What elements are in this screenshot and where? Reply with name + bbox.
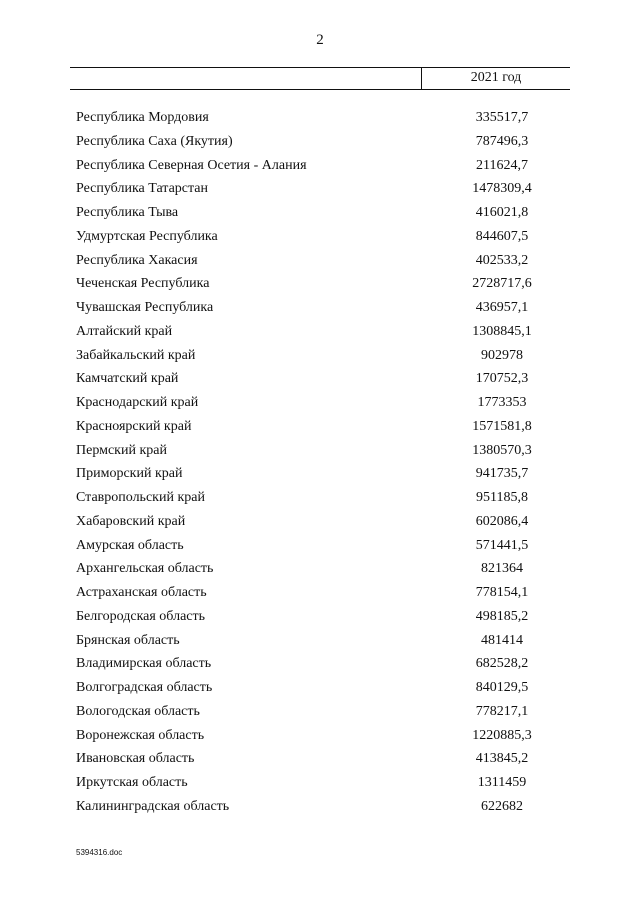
region-value: 481414 [481, 632, 523, 648]
table-row [76, 154, 556, 178]
region-value: 1478309,4 [472, 181, 532, 197]
region-name: Ивановская область [76, 751, 195, 767]
table-row [76, 676, 556, 700]
table-row [76, 249, 556, 273]
region-name: Чеченская Республика [76, 276, 210, 292]
table-row [76, 344, 556, 368]
table-row [76, 130, 556, 154]
table-row [76, 272, 556, 296]
region-name: Архангельская область [76, 561, 214, 577]
region-name: Камчатский край [76, 371, 179, 387]
region-value: 2728717,6 [472, 276, 532, 292]
region-value: 413845,2 [475, 751, 529, 767]
region-value: 622682 [481, 798, 523, 814]
region-value: 1308845,1 [472, 323, 532, 339]
header-rule-bottom [70, 89, 570, 90]
region-name: Волгоградская область [76, 680, 213, 695]
table-row [76, 795, 556, 819]
table-row [76, 581, 556, 605]
region-value: 1380570,3 [472, 442, 532, 458]
region-name: Владимирская область [76, 656, 212, 672]
region-value: 941735,7 [475, 466, 529, 482]
region-value: 436957,1 [475, 300, 529, 315]
region-name: Удмуртская Республика [76, 228, 218, 244]
region-value: 682528,2 [475, 656, 529, 672]
region-name: Пермский край [76, 442, 167, 458]
table-row [76, 320, 556, 344]
region-name: Республика Хакасия [76, 252, 198, 268]
region-value: 416021,8 [475, 205, 529, 220]
region-value: 1773353 [477, 395, 527, 410]
region-value: 498185,2 [475, 608, 529, 624]
region-value: 402533,2 [475, 252, 529, 268]
region-value: 1220885,3 [472, 727, 532, 743]
region-name: Республика Северная Осетия - Алания [76, 157, 307, 173]
region-name: Калининградская область [76, 798, 230, 814]
table-row [76, 629, 556, 653]
region-name: Республика Тыва [76, 205, 179, 220]
region-name: Приморский край [76, 466, 183, 482]
region-name: Красноярский край [76, 418, 192, 434]
region-value: 1571581,8 [472, 418, 532, 434]
region-name: Иркутская область [76, 775, 188, 790]
region-name: Амурская область [76, 537, 184, 553]
region-name: Белгородская область [76, 608, 206, 624]
region-name: Республика Мордовия [76, 110, 209, 125]
region-name: Хабаровский край [76, 513, 186, 529]
region-value: 902978 [481, 347, 523, 363]
table-row [76, 177, 556, 201]
table-row [76, 700, 556, 724]
table-row [76, 225, 556, 249]
region-name: Брянская область [76, 632, 180, 648]
region-value: 844607,5 [475, 228, 529, 244]
region-value: 571441,5 [475, 537, 529, 553]
region-name: Астраханская область [76, 585, 207, 600]
table-row [76, 201, 556, 225]
region-value: 778217,1 [475, 703, 529, 719]
table-row [76, 747, 556, 771]
region-value: 211624,7 [476, 157, 528, 173]
table-row [76, 605, 556, 629]
table-row [76, 486, 556, 510]
column-header-year: 2021 год [470, 70, 522, 85]
region-name: Краснодарский край [76, 395, 199, 410]
table-row [76, 771, 556, 795]
region-name: Вологодская область [76, 703, 200, 719]
table-row [76, 367, 556, 391]
table-header [70, 67, 570, 91]
table-body [76, 106, 556, 819]
document-id: 5394316.doc [76, 848, 123, 857]
region-value: 335517,7 [475, 110, 529, 125]
table-row [76, 510, 556, 534]
region-name: Республика Саха (Якутия) [76, 133, 233, 149]
page-number: 2 [316, 32, 324, 48]
region-name: Алтайский край [76, 323, 173, 339]
region-value: 1311459 [477, 775, 527, 790]
table-row [76, 652, 556, 676]
table-row [76, 462, 556, 486]
region-name: Республика Татарстан [76, 181, 209, 197]
region-value: 840129,5 [475, 680, 529, 695]
region-value: 602086,4 [475, 513, 529, 529]
region-name: Чувашская Республика [76, 300, 214, 315]
region-value: 951185,8 [476, 490, 528, 505]
table-row [76, 557, 556, 581]
region-name: Забайкальский край [76, 347, 196, 363]
table-row [76, 415, 556, 439]
table-row [76, 534, 556, 558]
region-value: 778154,1 [475, 585, 529, 600]
region-name: Воронежская область [76, 727, 205, 743]
header-rule-top [70, 67, 570, 68]
region-name: Ставропольский край [76, 490, 205, 505]
table-row [76, 391, 556, 415]
table-row [76, 296, 556, 320]
table-row [76, 724, 556, 748]
table-row [76, 439, 556, 463]
region-value: 821364 [481, 561, 523, 577]
region-value: 170752,3 [475, 371, 529, 387]
table-row [76, 106, 556, 130]
region-value: 787496,3 [475, 133, 529, 149]
